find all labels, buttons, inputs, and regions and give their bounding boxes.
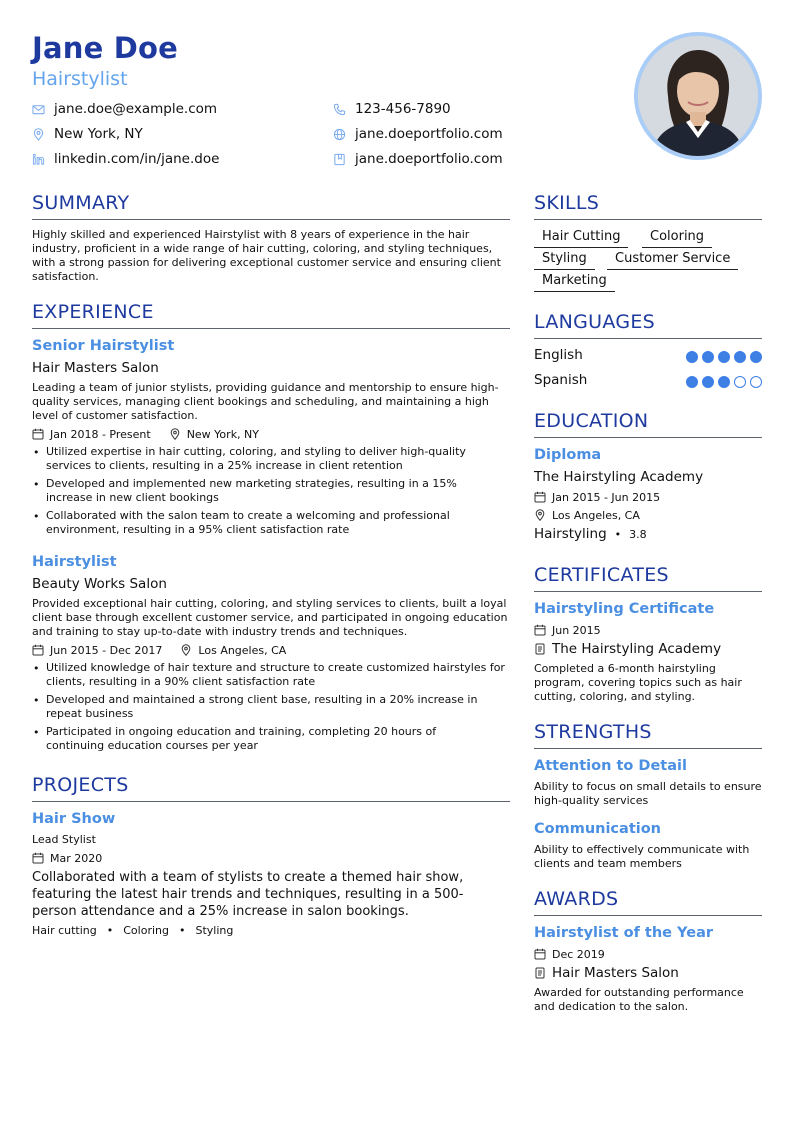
document-icon [534, 967, 546, 979]
education-field-row [534, 526, 647, 542]
education-dates-row [534, 490, 660, 504]
project-date: Mar 2020 [50, 851, 103, 865]
level-dot [702, 351, 714, 363]
job-company: Beauty Works Salon [32, 576, 167, 592]
job-bullet: • Participated in ongoing education and training, completing 20 hours of continuing education courses per year [46, 725, 486, 753]
resume-name: Jane Doe [32, 31, 179, 65]
level-dot [718, 376, 730, 388]
tag-separator: • [106, 924, 114, 937]
summary-divider [32, 219, 510, 220]
job-title: Hairstylist [32, 554, 117, 570]
profile-photo [634, 32, 762, 160]
job-location: New York, NY [186, 427, 259, 441]
location-text: New York, NY [54, 126, 143, 142]
contact-email[interactable] [32, 100, 217, 118]
location-pin-icon [534, 509, 546, 521]
languages-divider [534, 338, 762, 339]
experience-title: EXPERIENCE [32, 301, 154, 323]
skill-tag: Hair Cutting [534, 228, 628, 248]
skill-tag: Customer Service [607, 250, 738, 270]
summary-title: SUMMARY [32, 192, 130, 214]
location-pin-icon [169, 428, 181, 440]
phone-text: 123-456-7890 [355, 101, 451, 117]
linkedin-icon [32, 153, 45, 166]
location-pin-icon [32, 128, 45, 141]
strengths-divider [534, 748, 762, 749]
certificate-issuer: The Hairstyling Academy [552, 641, 722, 657]
job-company: Hair Masters Salon [32, 360, 159, 376]
job-bullet: • Developed and implemented new marketing strategies, resulting in a 15% increase in new client bookings [46, 477, 502, 505]
languages-title: LANGUAGES [534, 311, 656, 333]
portfolio-icon [333, 153, 346, 166]
calendar-icon [32, 644, 44, 656]
skill-tag: Styling [534, 250, 595, 270]
skills-divider [534, 219, 762, 220]
project-title: Hair Show [32, 811, 116, 827]
level-dot [702, 376, 714, 388]
contact-linkedin[interactable] [32, 150, 219, 168]
portfolio-text: jane.doeportfolio.com [355, 151, 503, 167]
level-dot [686, 376, 698, 388]
strength-name: Communication [534, 821, 662, 837]
job-bullet: • Developed and maintained a strong client base, resulting in a 20% increase in repeat business [46, 693, 502, 721]
contact-location [32, 125, 143, 143]
location-pin-icon [180, 644, 192, 656]
strengths-title: STRENGTHS [534, 721, 652, 743]
job-description: Provided exceptional hair cutting, coloring, and styling services to clients, built a loyal client base through excellent customer service, and participated in ongoing education and training to stay up-to-date with industry trends and techniques. [32, 597, 508, 638]
awards-divider [534, 915, 762, 916]
tag-separator: • [178, 924, 186, 937]
level-dot [718, 351, 730, 363]
level-dot [750, 351, 762, 363]
certificate-date-row [534, 623, 601, 637]
contact-website[interactable] [333, 125, 503, 143]
job-bullet: • Utilized expertise in hair cutting, coloring, and styling to deliver high-quality services to clients, resulting in a 25% increase in client retention [46, 445, 502, 473]
job-bullet: • Collaborated with the salon team to create a welcoming and professional environment, resulting in a 95% client satisfaction rate [46, 509, 502, 537]
skill-tag: Coloring [642, 228, 712, 248]
awards-title: AWARDS [534, 888, 619, 910]
document-icon [534, 643, 546, 655]
project-tag: Styling [195, 924, 234, 937]
strength-description: Ability to effectively communicate with clients and team members [534, 843, 750, 870]
calendar-icon [534, 948, 546, 960]
level-dot [750, 376, 762, 388]
certificate-description: Completed a 6-month hairstyling program, covering topics such as hair cutting, coloring, and styling. [534, 662, 742, 703]
skill-tag: Marketing [534, 272, 615, 292]
job-dates: Jan 2018 - Present [50, 427, 151, 441]
level-dot [734, 376, 746, 388]
summary-text: Highly skilled and experienced Hairstylist with 8 years of experience in the hair industry, proficient in a wide range of hair cutting, coloring, and styling techniques, with a strong passion for delivering exceptional customer service and ensuring client satisfaction. [32, 228, 501, 283]
education-divider [534, 437, 762, 438]
language-name: English [534, 347, 583, 363]
certificates-divider [534, 591, 762, 592]
project-description: Collaborated with a team of stylists to create a themed hair show, featuring the latest hair trends and techniques, resulting in a 500-person attendance and a 25% increase in salon bookings. [32, 870, 464, 919]
certificate-date: Jun 2015 [552, 623, 601, 637]
calendar-icon [32, 428, 44, 440]
language-level-english [682, 351, 762, 363]
email-text: jane.doe@example.com [54, 101, 218, 117]
certificates-title: CERTIFICATES [534, 564, 669, 586]
skills-title: SKILLS [534, 192, 600, 214]
job-meta [32, 427, 259, 441]
level-dot [686, 351, 698, 363]
calendar-icon [534, 624, 546, 636]
calendar-icon [32, 852, 44, 864]
calendar-icon [534, 491, 546, 503]
contact-phone[interactable] [333, 100, 451, 118]
globe-icon [333, 128, 346, 141]
job-meta [32, 643, 286, 657]
website-text: jane.doeportfolio.com [355, 126, 503, 142]
job-description: Leading a team of junior stylists, providing guidance and mentorship to ensure high-quality services, managing client bookings and scheduling, and maintaining a high level of customer satisfaction. [32, 381, 499, 422]
project-tags [32, 924, 233, 937]
award-issuer: Hair Masters Salon [552, 965, 679, 981]
language-level-spanish [682, 376, 762, 388]
resume-role: Hairstylist [32, 68, 128, 90]
projects-title: PROJECTS [32, 774, 129, 796]
job-location: Los Angeles, CA [198, 643, 287, 657]
portrait-image [638, 36, 758, 156]
linkedin-text: linkedin.com/in/jane.doe [54, 151, 220, 167]
contact-portfolio[interactable] [333, 150, 503, 168]
project-tag: Hair cutting [32, 924, 97, 937]
projects-divider [32, 801, 510, 802]
certificate-name: Hairstyling Certificate [534, 601, 715, 617]
mail-icon [32, 103, 45, 116]
language-name: Spanish [534, 372, 588, 388]
education-degree: Diploma [534, 447, 602, 463]
job-dates: Jun 2015 - Dec 2017 [50, 643, 163, 657]
education-field: Hairstyling [534, 526, 607, 542]
education-location-row [534, 508, 640, 522]
level-dot [734, 351, 746, 363]
certificate-issuer-row [534, 641, 721, 657]
phone-icon [333, 103, 346, 116]
job-bullet: • Utilized knowledge of hair texture and structure to create customized hairstyles for clients, resulting in a 90% client satisfaction rate [46, 661, 512, 689]
education-gpa: 3.8 [629, 527, 647, 541]
project-tag: Coloring [123, 924, 169, 937]
field-separator: • [614, 527, 622, 541]
award-date-row [534, 947, 605, 961]
strength-description: Ability to focus on small details to ensure high-quality services [534, 780, 762, 807]
award-name: Hairstylist of the Year [534, 925, 713, 941]
education-school: The Hairstyling Academy [534, 469, 704, 485]
award-description: Awarded for outstanding performance and dedication to the salon. [534, 986, 744, 1013]
award-date: Dec 2019 [552, 947, 605, 961]
job-title: Senior Hairstylist [32, 338, 175, 354]
experience-divider [32, 328, 510, 329]
education-title: EDUCATION [534, 410, 649, 432]
education-dates: Jan 2015 - Jun 2015 [552, 490, 661, 504]
project-meta [32, 851, 102, 865]
education-location: Los Angeles, CA [552, 508, 640, 522]
project-role: Lead Stylist [32, 833, 96, 846]
strength-name: Attention to Detail [534, 758, 687, 774]
award-issuer-row [534, 965, 679, 981]
